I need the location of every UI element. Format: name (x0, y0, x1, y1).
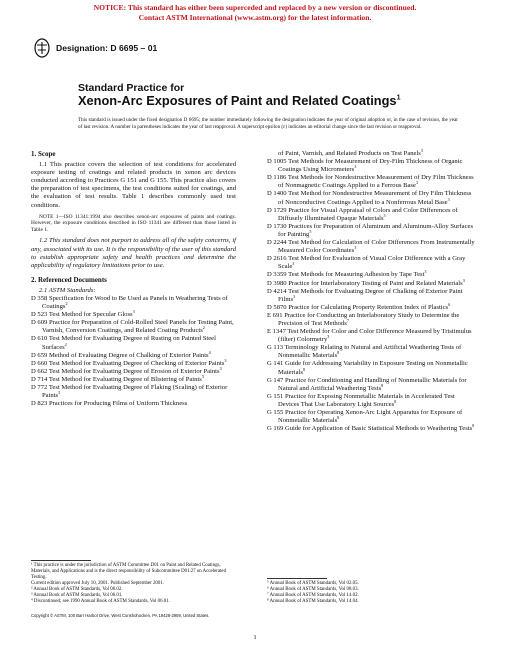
reference-item: D 823 Practices for Producing Films of Uniform Thickness (31, 400, 188, 408)
footnote-rule-left (31, 560, 91, 561)
astm-standards-label: 2.1 ASTM Standards: (39, 286, 96, 294)
title-line-1: Standard Practice for (78, 82, 185, 94)
reference-item: D 772 Test Method for Evaluating Degree of Flaking (Scaling) of Exterior Paints$^3$ (31, 384, 228, 400)
issued-statement: This standard is issued under the fixed designation D 6695; the number immediately following the designation indicates the year of original adoption or, in the case of revision, the year of last revision. A number in parentheses indicates the year of last reapproval. A superscript epsilon (ε) indicates an editorial change since the last revision or reapproval. (78, 117, 458, 130)
reference-item: D 660 Test Method for Evaluating Degree of Checking of Exterior Paints$^3$ (31, 357, 227, 367)
reference-item: E 691 Practice for Conducting an Interlaboratory Study to Determine the Precision of Test Methods$^7$ (267, 311, 460, 327)
footnotes-left (31, 563, 236, 605)
footnote: ³ Annual Book of ASTM Standards, Vol 06.01. (31, 593, 123, 598)
footnote: ⁴ Discontinued; see 1990 Annual Book of ASTM Standards, Vol 06.01. (31, 599, 170, 604)
scope-paragraph-1-2: 1.2 This standard does not purport to address all of the safety concerns, if any, associated with its use. It is the responsibility of the user of this standard to establish appropriate safety and health practices and determine the applicability of regulatory limitations prior to use. (31, 237, 236, 269)
footnote: ⁷ Annual Book of ASTM Standards, Vol 14.02. (267, 593, 359, 598)
reference-item: D 609 Practice for Preparation of Cold-Rolled Steel Panels for Testing Paint, Varnish, Conversion Coatings, and Related Coating Products$^2$ (31, 319, 234, 335)
reference-item: D 1730 Practices for Preparation of Aluminum and Aluminum-Alloy Surfaces for Painting$^5$ (267, 222, 474, 238)
footnote: ⁵ Annual Book of ASTM Standards, Vol 02.05. (267, 581, 359, 586)
reference-item: G 151 Practice for Exposing Nonmetallic Materials in Accelerated Test Devices That Use Laboratory Light Sources$^8$ (267, 392, 455, 408)
reference-item: G 113 Terminology Relating to Natural and Artificial Weathering Tests of Nonmetallic Materials$^8$ (267, 344, 462, 360)
footnote: ² Annual Book of ASTM Standards, Vol 06.02. (31, 587, 123, 592)
note-1: NOTE 1—ISO 11341:1994 also describes xenon-arc exposures of paints and coatings. However, the exposure conditions described in ISO 11341 are different than those listed in Table 1. (31, 213, 236, 233)
reference-item: D 659 Method of Evaluating Degree of Chalking of Exterior Paints$^4$ (31, 349, 211, 359)
title-text: Xenon-Arc Exposures of Paint and Related Coatings (78, 93, 397, 108)
footnote: ¹ This practice is under the jurisdiction of ASTM Committee D01 on Paint and Related Coatings, Materials, and Applications and is the direct responsibility of Subcommittee D01.27 on Accelerated Testing. (31, 563, 227, 580)
notice-line-1: NOTICE: This standard has either been superceded and replaced by a new version or discontinued. (93, 3, 417, 12)
reference-item: D 714 Test Method for Evaluating Degree of Blistering of Paints$^3$ (31, 373, 204, 383)
reference-item: D 662 Test Method for Evaluating Degree of Erosion of Exterior Paints$^3$ (31, 365, 222, 375)
copyright-line: Copyright © ASTM, 100 Barr Harbor Drive, West Conshohocken, PA 19428-2959, United States. (31, 613, 210, 618)
reference-item: D 523 Test Method for Specular Gloss$^3$ (31, 309, 135, 319)
left-reference-list (31, 295, 236, 408)
scope-heading: 1. Scope (31, 150, 56, 158)
reference-item: D 358 Specification for Wood to Be Used as Panels in Weathering Tests of Coatings$^2$ (31, 295, 228, 311)
referenced-documents-heading: 2. Referenced Documents (31, 275, 107, 284)
title-footnote-mark: 1 (396, 94, 401, 102)
reference-item: D 2244 Test Method for Calculation of Color Differences From Instrumentally Measured Color Coordinates$^3$ (267, 239, 475, 255)
reference-item: D 1400 Test Method for Nondestructive Measurement of Dry Film Thickness of Nonconductive Coatings Applied to a Nonferrous Metal Base$^3$ (267, 190, 472, 206)
reference-item: E 1347 Test Method for Color and Color Difference Measured by Tristimulus (filter) Colormetry$^3$ (267, 328, 472, 344)
reference-item: D 3980 Practice for Interlaboratory Testing of Paint and Related Materials$^3$ (267, 277, 465, 287)
notice-line-2: Contact ASTM International (www.astm.org) for the latest information. (138, 13, 372, 22)
scope-paragraph-1-1: 1.1 This practice covers the selection of test conditions for accelerated exposure testing of coatings and related products in xenon arc devices conducted according to Practices G 151 and G 155. This practice also covers the preparation of test specimens, the test conditions suited for coatings, and the evaluation of test results. Table 1 describes commonly used test conditions. (31, 161, 236, 209)
footnote: ⁸ Annual Book of ASTM Standards, Vol 14.04. (267, 599, 359, 604)
footnote: Current edition approved July 10, 2001. Published September 2001. (31, 581, 164, 586)
right-reference-list (267, 158, 477, 433)
reference-item: D 610 Test Method for Evaluating Degree of Rusting on Painted Steel Surfaces$^2$ (31, 335, 216, 351)
designation: Designation: D 6695 – 01 (56, 43, 158, 53)
title-line-2 (78, 94, 400, 108)
reference-item: D 5870 Practice for Calculating Property Retention Index of Plastics$^6$ (267, 301, 451, 311)
reference-item: D 2616 Test Method for Evaluation of Visual Color Difference with a Gray Scale$^3$ (267, 255, 466, 271)
reference-item: G 141 Guide for Addressing Variability in Exposure Testing on Nonmetallic Materials$^8$ (267, 360, 468, 376)
reference-item: G 147 Practice for Conditioning and Handling of Nonmetallic Materials for Natural and Artificial Weathering Tests$^8$ (267, 376, 467, 392)
footnote-rule-right (267, 578, 327, 579)
title-block (78, 82, 400, 108)
left-column (31, 150, 236, 408)
reference-item: G 155 Practice for Operating Xenon-Arc Light Apparatus for Exposure of Nonmetallic Materials$^8$ (267, 409, 463, 425)
reference-item: D 3359 Test Methods for Measuring Adhesion by Tape Test$^3$ (267, 269, 427, 279)
astm-logo-icon (34, 38, 50, 58)
reference-item: D 1186 Test Methods for Nondestructive Measurement of Dry Film Thickness of Nonmagnetic Coatings Applied to a Ferrous Base$^3$ (267, 174, 474, 190)
supersede-notice (0, 3, 510, 23)
right-column (267, 147, 477, 433)
reference-item: G 169 Guide for Application of Basic Statistical Methods to Weathering Tests$^8$ (267, 423, 475, 433)
reference-continuation: of Paint, Varnish, and Related Products on Test Panels$^3$ (278, 147, 423, 157)
reference-item: D 1729 Practice for Visual Appraisal of Colors and Color Differences of Diffusely Illuminated Opaque Materials$^3$ (267, 206, 458, 222)
footnote: ⁶ Annual Book of ASTM Standards, Vol 08.03. (267, 587, 359, 592)
footnotes-right (267, 581, 477, 605)
reference-item: D 1005 Test Methods for Measurement of Dry-Film Thickness of Organic Coatings Using Micrometers$^3$ (267, 158, 463, 174)
reference-item: D 4214 Test Methods for Evaluating Degree of Chalking of Exterior Paint Films$^3$ (267, 287, 463, 303)
page-number: 1 (253, 634, 257, 641)
